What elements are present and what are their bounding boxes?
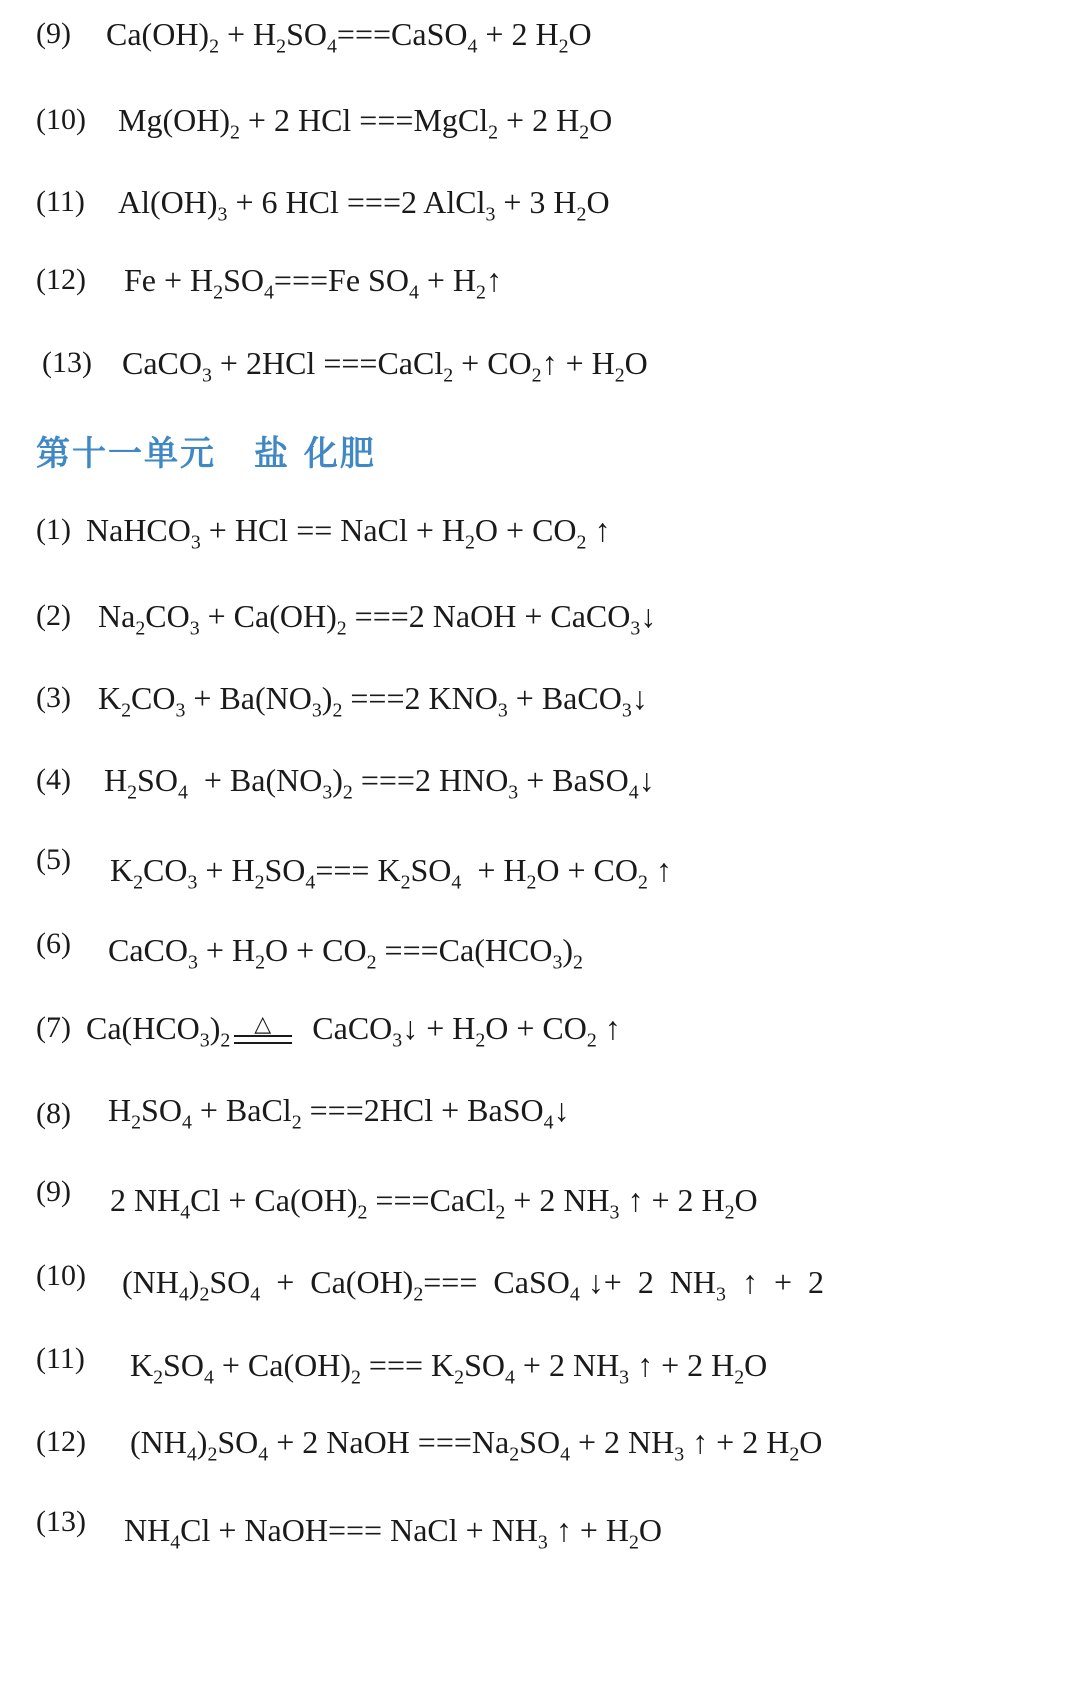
equation-number: (9): [36, 17, 71, 50]
unit-topic: 盐 化肥: [254, 434, 376, 474]
equation-number: (10): [36, 103, 86, 136]
equation-number: (11): [36, 185, 85, 218]
chemical-equation: CaCO$_3$ + $H_2O + CO_2 ===Ca(HCO_3)_2$: [108, 932, 583, 974]
chemical-equation: $Mg(OH)_2 + 2$ HCl ===MgCl$_2$ + 2 $H_2O$: [118, 102, 613, 144]
chemical-equation: $H_2SO_4$ + BaCl$_2$ ===2HCl + BaSO$_4$↓: [108, 1092, 570, 1134]
heat-triangle-icon: △: [254, 1010, 272, 1036]
chemical-equation: $Ca(OH)_2$ + $H_2SO_4===CaSO_4 + 2$ $H_2O$: [106, 16, 592, 58]
chemical-equation: $NH_4Cl$ + NaOH=== NaCl + $NH_3$ ↑ + $H_2O$: [124, 1512, 663, 1554]
chemical-equation: $(NH_4)_2SO_4 + Ca(OH)_2===$ CaSO$_4$ ↓+ 2 $NH_3$ ↑ + 2: [122, 1264, 824, 1306]
equation-number: (3): [36, 681, 71, 714]
equation-number: (5): [36, 843, 71, 876]
equation-number: (6): [36, 927, 71, 960]
equation-number: (13): [42, 346, 92, 379]
equation-number: (1): [36, 513, 71, 546]
equation-number: (10): [36, 1259, 86, 1292]
reactant: $Ca(HCO_3)_2$: [86, 1010, 231, 1052]
equation-number: (4): [36, 763, 71, 796]
chemical-equation: $Al(OH)_3 + 6$ HCl ===2 AlCl$_3$ + 3 $H_2O$: [118, 184, 610, 226]
double-line: [234, 1042, 292, 1044]
chemical-equation: $Na_2CO_3 + Ca(OH)_2 ===2$ NaOH + CaCO$_3$↓: [98, 598, 657, 640]
chemical-equation: $H_2SO_4 + Ba(NO_3)_2 ===2$ $HNO_3$ + BaSO$_4$↓: [104, 762, 655, 804]
equation-number: (8): [36, 1097, 71, 1130]
chemical-equation: $(NH_4)_2SO_4 + 2$ NaOH $===Na_2SO_4 + 2$ $NH_3$ ↑ + 2 $H_2O$: [130, 1424, 823, 1466]
equation-number: (9): [36, 1175, 71, 1208]
chemical-equation: $Fe + H_2SO_4===Fe$ $SO_4$ + $H_2↑$: [124, 262, 502, 304]
double-line: [234, 1035, 292, 1037]
chemical-equation: NaHCO$_3$ + HCl == NaCl + $H_2O + CO_2$ ↑: [86, 512, 611, 554]
chemical-equation: $K_2CO_3 + H_2SO_4=== K_2SO_4 + H_2O + CO_2$ ↑: [110, 852, 672, 894]
unit-number: 第十一单元: [36, 434, 216, 474]
chemical-equation: $K_2SO_4 + Ca(OH)_2$ === $K_2SO_4 + 2$ $NH_3$ ↑ + 2 $H_2O$: [130, 1347, 768, 1389]
chemical-equation: CaCO$_3$ + 2HCl ===CaCl$_2$ + $CO_2↑ + H_2O$: [122, 345, 648, 387]
equation-number: (11): [36, 1342, 85, 1375]
equation-number: (12): [36, 263, 86, 296]
heat-condition: [234, 1010, 292, 1047]
equation-number: (13): [36, 1505, 86, 1538]
equation-number: (2): [36, 599, 71, 632]
unit-heading: [36, 426, 376, 475]
chemical-equation: [86, 1008, 621, 1052]
equation-number: (12): [36, 1425, 86, 1458]
products: CaCO$_3$↓ + $H_2O + CO_2$ ↑: [312, 1010, 621, 1052]
chemical-equation: 2 $NH_4Cl + Ca(OH)_2$ ===CaCl$_2$ + 2 $NH_3$ ↑ + 2 $H_2O$: [110, 1182, 758, 1224]
chemical-equation: $K_2CO_3 + Ba(NO_3)_2 ===2$ $KNO_3$ + BaCO$_3$↓: [98, 680, 648, 722]
equation-number: (7): [36, 1011, 71, 1044]
